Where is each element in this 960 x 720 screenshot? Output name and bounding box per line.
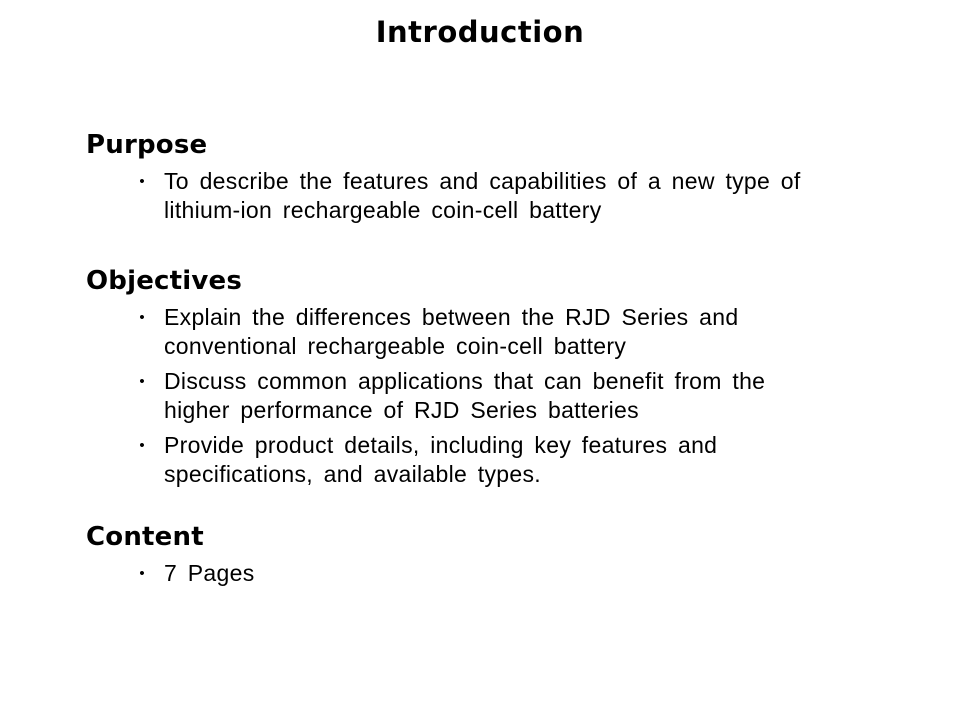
bullet-text bbox=[164, 559, 876, 588]
bullet-text-line: lithium-ion rechargeable coin-cell battery bbox=[164, 197, 602, 223]
purpose-bullet-list bbox=[86, 167, 876, 225]
bullet-text-line: 7 Pages bbox=[164, 560, 255, 586]
list-item bbox=[86, 167, 876, 225]
slide-title: Introduction bbox=[375, 15, 585, 49]
bullet-text-line: Explain the differences between the RJD Series and bbox=[164, 304, 739, 330]
bullet-text-line: To describe the features and capabilities of a new type of bbox=[164, 168, 801, 194]
section-content bbox=[86, 521, 876, 588]
bullet-text-line: Provide product details, including key features and bbox=[164, 432, 718, 458]
section-purpose bbox=[86, 129, 876, 225]
content-heading: Content bbox=[86, 522, 204, 552]
bullet-text bbox=[164, 431, 876, 489]
bullet-text-line: higher performance of RJD Series batteries bbox=[164, 397, 639, 423]
bullet-text bbox=[164, 167, 876, 225]
bullet-text bbox=[164, 367, 876, 425]
bullet-text bbox=[164, 303, 876, 361]
bullet-icon: • bbox=[139, 173, 145, 190]
section-objectives bbox=[86, 265, 876, 489]
objectives-heading: Objectives bbox=[86, 266, 243, 296]
bullet-icon: • bbox=[139, 373, 145, 390]
bullet-icon: • bbox=[139, 565, 145, 582]
bullet-text-line: Discuss common applications that can benefit from the bbox=[164, 368, 766, 394]
bullet-text-line: specifications, and available types. bbox=[164, 461, 541, 487]
list-item bbox=[86, 431, 876, 489]
list-item bbox=[86, 559, 876, 588]
bullet-icon: • bbox=[139, 309, 145, 326]
slide-body bbox=[86, 129, 876, 588]
purpose-heading: Purpose bbox=[86, 130, 208, 160]
list-item bbox=[86, 367, 876, 425]
content-bullet-list bbox=[86, 559, 876, 588]
objectives-bullet-list bbox=[86, 303, 876, 489]
bullet-text-line: conventional rechargeable coin-cell battery bbox=[164, 333, 627, 359]
list-item bbox=[86, 303, 876, 361]
bullet-icon: • bbox=[139, 437, 145, 454]
